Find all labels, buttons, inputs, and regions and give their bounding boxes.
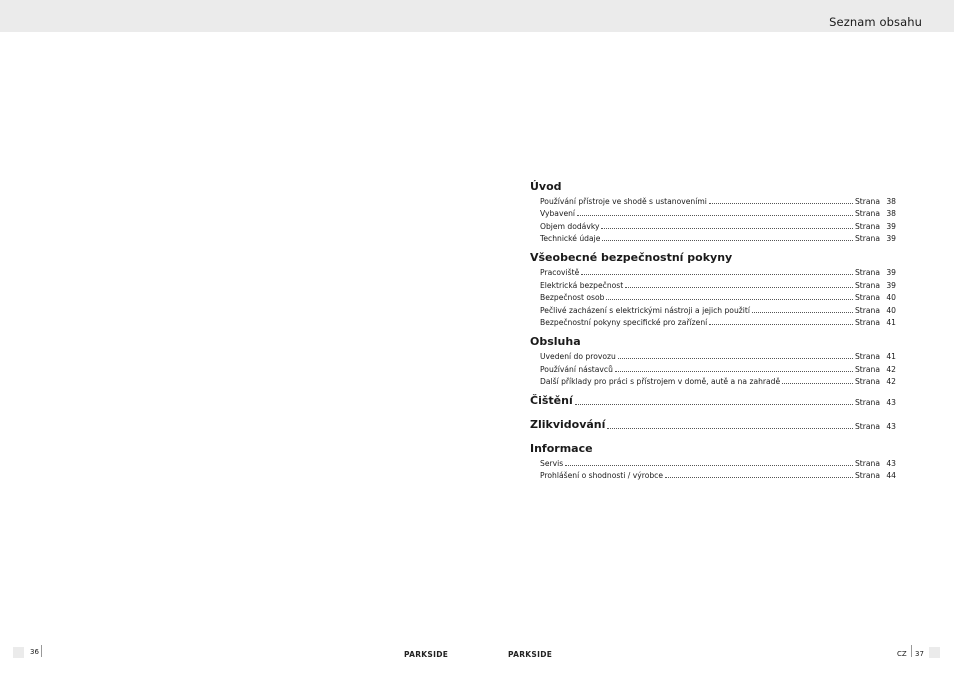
- section-title[interactable]: Obsluha: [530, 335, 581, 349]
- section-title[interactable]: Úvod: [530, 180, 562, 193]
- page-number: 42: [886, 377, 896, 387]
- dot-leader: [602, 240, 853, 241]
- dot-leader: [575, 404, 853, 405]
- page-number: 38: [886, 196, 896, 206]
- page-number: 43: [886, 422, 896, 432]
- entry-label: Pracoviště: [540, 267, 580, 277]
- toc-entry[interactable]: [530, 455, 896, 468]
- dot-leader: [782, 383, 853, 384]
- dot-leader: [618, 358, 853, 359]
- toc-entry[interactable]: [530, 218, 896, 231]
- section-title-row[interactable]: [530, 418, 896, 431]
- strana-label: Strana: [854, 221, 880, 231]
- dot-leader: [581, 274, 853, 275]
- page-number: 43: [886, 458, 896, 468]
- section-title[interactable]: Informace: [530, 442, 593, 456]
- entry-label: Technické údaje: [540, 234, 601, 244]
- footer-box-left: [13, 647, 24, 658]
- page-number: 40: [886, 305, 896, 315]
- toc-section-cisteni: [530, 394, 896, 407]
- page-number: 42: [886, 364, 896, 374]
- toc-entry[interactable]: [530, 374, 896, 387]
- parkside-logo-left: PARKSIDE: [404, 650, 449, 659]
- page-number: 38: [886, 209, 896, 219]
- parkside-logo-right: PARKSIDE: [508, 650, 553, 659]
- toc-section-obsluha: [530, 335, 896, 386]
- dot-leader: [606, 299, 853, 300]
- table-of-contents: [530, 180, 896, 488]
- toc-entry[interactable]: [530, 348, 896, 361]
- page-number: 39: [886, 280, 896, 290]
- entry-label: Další příklady pro práci s přístrojem v domě, autě a na zahradě: [540, 377, 781, 387]
- right-page-number: 37: [915, 650, 924, 658]
- entry-label: Používání nástavců: [540, 364, 613, 374]
- strana-label: Strana: [854, 398, 880, 408]
- toc-entry[interactable]: [530, 193, 896, 206]
- dot-leader: [625, 287, 853, 288]
- strana-label: Strana: [854, 364, 880, 374]
- toc-entry[interactable]: [530, 277, 896, 290]
- toc-section-informace: [530, 442, 896, 480]
- footer-box-right: [929, 647, 940, 658]
- section-title: Zlikvidování: [530, 418, 606, 432]
- strana-label: Strana: [854, 422, 880, 432]
- strana-label: Strana: [854, 351, 880, 361]
- footer-separator: [911, 645, 912, 657]
- footer-separator: [41, 645, 42, 657]
- strana-label: Strana: [854, 305, 880, 315]
- entry-label: Prohlášení o shodnosti / výrobce: [540, 471, 664, 481]
- page-number: 39: [886, 267, 896, 277]
- entry-label: Objem dodávky: [540, 221, 600, 231]
- page-number: 39: [886, 221, 896, 231]
- section-title-row: [530, 335, 896, 348]
- page-number: 43: [886, 398, 896, 408]
- left-page-number: 36: [30, 648, 39, 656]
- toc-section-zlikvidovani: [530, 418, 896, 431]
- section-title-row: [530, 180, 896, 193]
- section-title-row: [530, 442, 896, 455]
- entry-label: Servis: [540, 458, 564, 468]
- entry-label: Pečlivé zacházení s elektrickými nástroji a jejich použití: [540, 305, 750, 315]
- toc-entry[interactable]: [530, 290, 896, 303]
- toc-entry[interactable]: [530, 361, 896, 374]
- dot-leader: [709, 203, 853, 204]
- section-title-row[interactable]: [530, 394, 896, 407]
- strana-label: Strana: [854, 377, 880, 387]
- toc-section-uvod: [530, 180, 896, 243]
- strana-label: Strana: [854, 267, 880, 277]
- dot-leader: [577, 215, 853, 216]
- toc-section-safety: [530, 251, 896, 327]
- page-number: 39: [886, 234, 896, 244]
- strana-label: Strana: [854, 293, 880, 303]
- entry-label: Elektrická bezpečnost: [540, 280, 624, 290]
- dot-leader: [607, 428, 853, 429]
- section-title[interactable]: Všeobecné bezpečnostní pokyny: [530, 251, 733, 265]
- dot-leader: [601, 228, 853, 229]
- page-number: 40: [886, 293, 896, 303]
- header-band: [0, 0, 954, 32]
- toc-entry[interactable]: [530, 231, 896, 244]
- strana-label: Strana: [854, 196, 880, 206]
- entry-label: Uvedení do provozu: [540, 351, 616, 361]
- toc-entry[interactable]: [530, 206, 896, 219]
- page-number: 41: [886, 318, 896, 328]
- strana-label: Strana: [854, 209, 880, 219]
- strana-label: Strana: [854, 318, 880, 328]
- page-number: 44: [886, 471, 896, 481]
- toc-entry[interactable]: [530, 302, 896, 315]
- language-code: CZ: [897, 650, 907, 658]
- toc-entry[interactable]: [530, 315, 896, 328]
- page-title: Seznam obsahu: [829, 15, 922, 29]
- toc-entry[interactable]: [530, 264, 896, 277]
- section-title: Čištění: [530, 394, 573, 408]
- entry-label: Bezpečnostní pokyny specifické pro zařízení: [540, 318, 708, 328]
- strana-label: Strana: [854, 280, 880, 290]
- toc-entry[interactable]: [530, 468, 896, 481]
- strana-label: Strana: [854, 471, 880, 481]
- dot-leader: [665, 477, 853, 478]
- dot-leader: [709, 324, 853, 325]
- dot-leader: [615, 371, 853, 372]
- strana-label: Strana: [854, 234, 880, 244]
- dot-leader: [752, 312, 853, 313]
- page-number: 41: [886, 351, 896, 361]
- entry-label: Bezpečnost osob: [540, 293, 605, 303]
- strana-label: Strana: [854, 458, 880, 468]
- section-title-row: [530, 251, 896, 264]
- entry-label: Vybavení: [540, 209, 576, 219]
- entry-label: Používání přístroje ve shodě s ustanoveními: [540, 196, 707, 206]
- dot-leader: [565, 465, 853, 466]
